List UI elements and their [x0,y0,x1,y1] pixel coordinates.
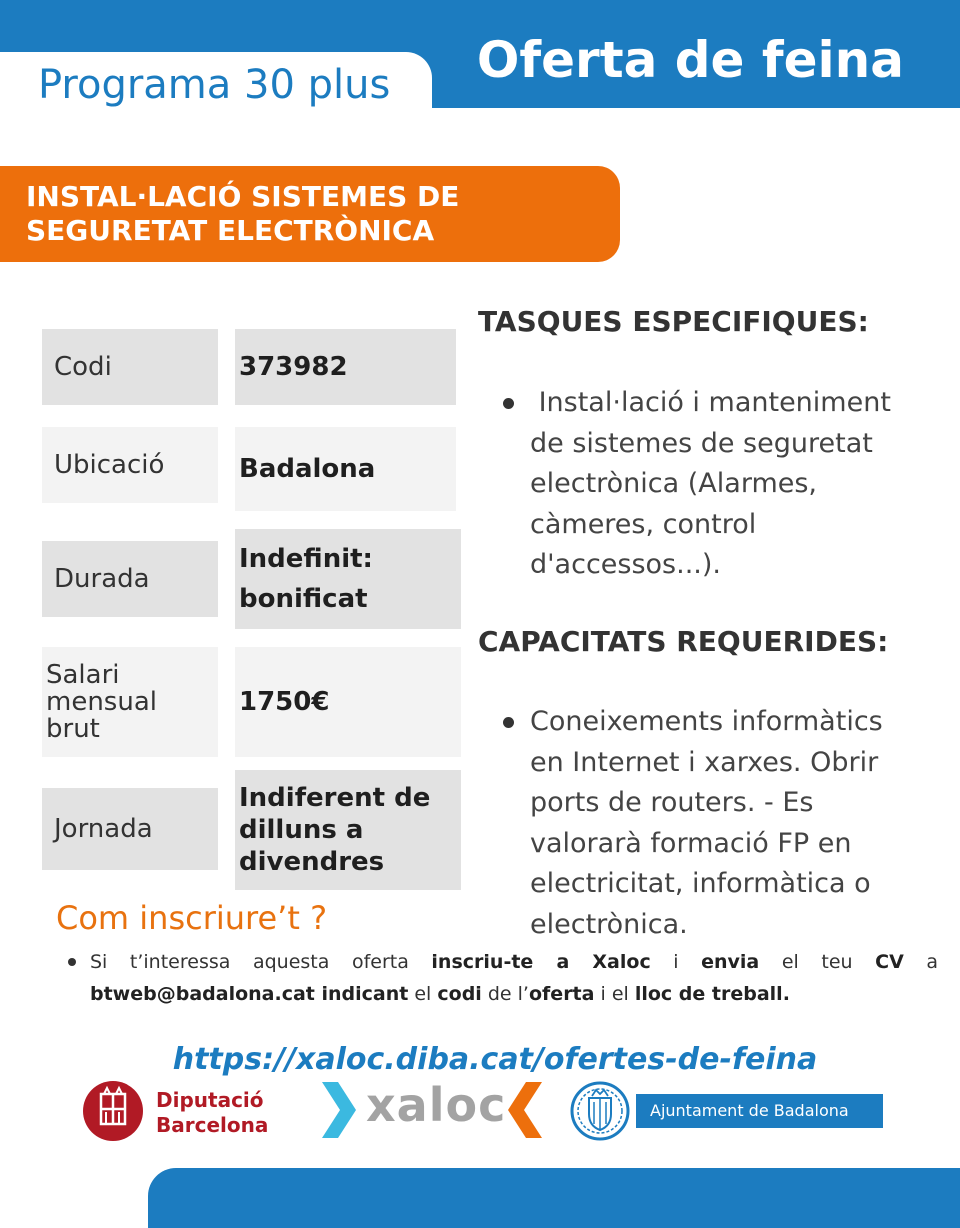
capability-item [530,702,930,945]
ubicacio-value: Badalona [235,427,456,511]
job-title-line: SEGURETAT ELECTRÒNICA [26,214,435,247]
jornada-value-line: dilluns a [239,815,364,845]
codi-label: Codi [42,329,218,405]
salari-label-line: brut [46,713,100,744]
bullet-icon [68,958,76,966]
jornada-value [235,770,461,890]
jornada-value-line: divendres [239,847,385,877]
capability-line: electrònica. [530,908,688,940]
salari-label [42,647,218,757]
salari-label-line: Salari [46,659,120,690]
diputacio-line: Barcelona [156,1113,269,1137]
durada-value-line: bonificat [239,584,368,614]
diputacio-seal-icon [82,1080,144,1142]
apply-strong: CV [875,951,904,973]
salari-label-line: mensual [46,686,157,717]
jornada-value-line: Indiferent de [239,783,431,813]
bullet-icon [503,717,514,728]
apply-text: de l’ [481,983,529,1005]
apply-strong: inscriu-te a Xaloc [431,951,651,973]
apply-text: el teu [759,951,876,973]
bullet-icon [503,398,514,409]
apply-text: i el [594,983,635,1005]
apply-text: a [903,951,938,973]
capability-line: valorarà formació FP en [530,827,852,859]
xaloc-logo-text: xaloc [366,1078,507,1132]
tasks-heading: TASQUES ESPECIFIQUES: [478,305,869,338]
task-line: de sistemes de seguretat [530,427,873,459]
page-title: Oferta de feina [476,31,904,89]
capability-line: ports de routers. - Es [530,787,814,818]
diputacio-line: Diputació [156,1088,264,1112]
apply-strong: oferta [528,983,595,1005]
durada-value [235,529,461,629]
apply-text: Si t’interessa aquesta oferta [90,951,432,973]
footer-band [148,1168,960,1228]
capability-line: electricitat, informàtica o [530,868,871,899]
codi-value: 373982 [235,329,456,405]
salari-value: 1750€ [235,647,461,757]
chevron-right-icon [318,1080,358,1140]
job-title [26,180,586,248]
apply-strong: codi [437,983,482,1005]
durada-value-line: Indefinit: [239,544,373,574]
durada-label: Durada [42,541,218,617]
apply-strong: lloc de treball. [634,983,790,1005]
apply-text: i [650,951,702,973]
capability-line: en Internet i xarxes. Obrir [530,746,879,778]
apply-strong: envia [701,951,760,973]
chevron-left-icon [506,1080,546,1140]
task-line: Instal·lació i manteniment [530,387,891,418]
apply-text: el [408,983,438,1005]
apply-email[interactable]: btweb@badalona.cat indicant [90,983,409,1005]
capability-line: Coneixements informàtics [530,706,883,737]
apply-instructions [90,946,938,1010]
job-title-line: INSTAL·LACIÓ SISTEMES DE [26,180,460,213]
task-line: d'accessos...). [530,549,721,580]
program-label: Programa 30 plus [38,62,391,108]
task-item [530,383,930,586]
badalona-crest-icon [570,1080,630,1142]
ubicacio-label: Ubicació [42,427,218,503]
xaloc-url-link[interactable]: https://xaloc.diba.cat/ofertes-de-feina [172,1042,818,1077]
ajuntament-logo-text: Ajuntament de Badalona [650,1101,849,1120]
jornada-label: Jornada [42,788,218,870]
task-line: electrònica (Alarmes, [530,468,818,499]
apply-heading: Com inscriure’t ? [56,899,328,937]
task-line: càmeres, control [530,508,757,540]
capabilities-heading: CAPACITATS REQUERIDES: [478,625,889,658]
diputacio-logo-text [156,1088,268,1138]
